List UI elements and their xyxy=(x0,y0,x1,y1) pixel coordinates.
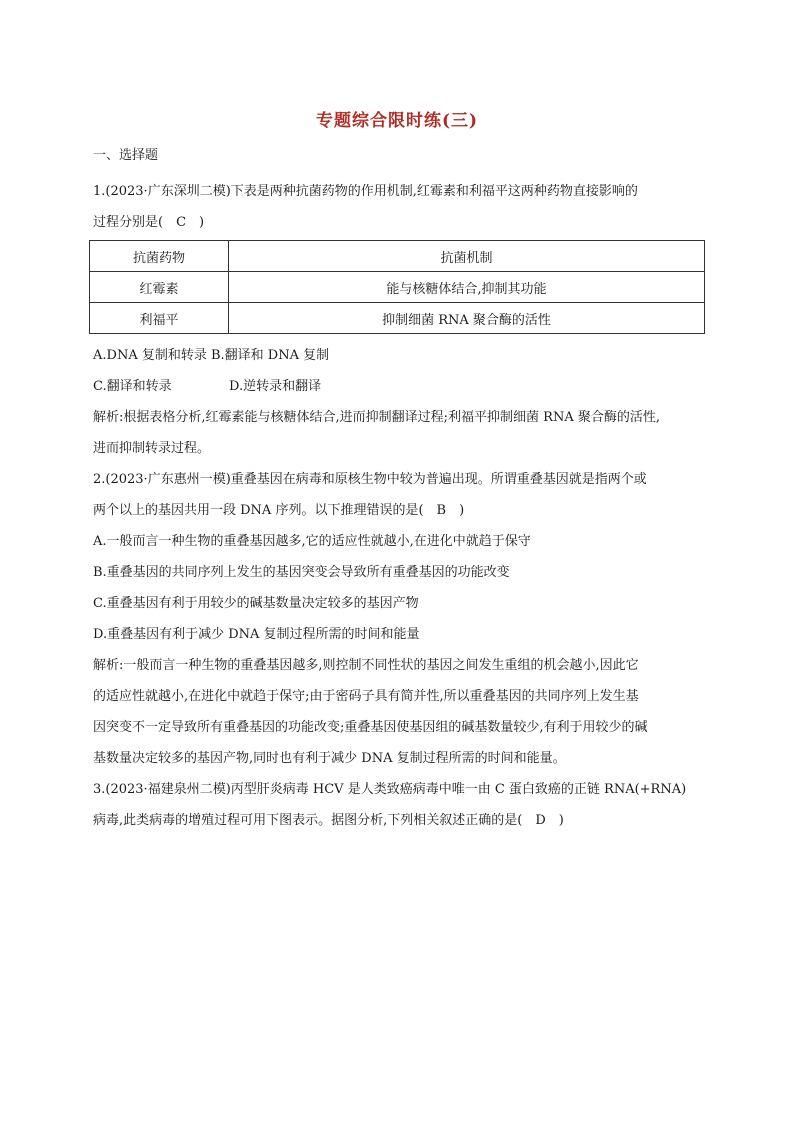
question-1-option-c: C.翻译和转录 xyxy=(93,379,172,394)
table-row xyxy=(90,303,705,334)
table-header-cell: 抗菌药物 xyxy=(90,241,229,272)
question-3-stem-line-2: 病毒,此类病毒的增殖过程可用下图表示。据图分析,下列相关叙述正确的是( D ) xyxy=(93,813,564,828)
question-1-analysis-line-1: 解析:根据表格分析,红霉素能与核糖体结合,进而抑制翻译过程;利福平抑制细菌 RNA 聚合酶的活性, xyxy=(93,410,660,425)
table-header-row xyxy=(90,241,705,272)
question-2-analysis-line-4: 基数量决定较多的基因产物,同时也有利于减少 DNA 复制过程所需的时间和能量。 xyxy=(93,751,566,766)
question-2-analysis-line-2: 的适应性就越小,在进化中就趋于保守;由于密码子具有简并性,所以重叠基因的共同序列上发生基 xyxy=(93,689,639,704)
question-2-option-a: A.一般而言一种生物的重叠基因越多,它的适应性就越小,在进化中就趋于保守 xyxy=(93,534,531,549)
question-2-analysis-line-3: 因突变不一定导致所有重叠基因的功能改变;重叠基因使基因组的碱基数量较少,有利于用较少的碱 xyxy=(93,720,648,735)
table-header-cell: 抗菌机制 xyxy=(229,241,705,272)
question-2-option-d: D.重叠基因有利于减少 DNA 复制过程所需的时间和能量 xyxy=(93,627,420,642)
question-2 xyxy=(93,464,703,774)
table-cell: 利福平 xyxy=(90,303,229,334)
question-2-analysis-line-1: 解析:一般而言一种生物的重叠基因越多,则控制不同性状的基因之间发生重组的机会越小,因此它 xyxy=(93,658,639,673)
question-2-stem-line-1: 2.(2023·广东惠州一模)重叠基因在病毒和原核生物中较为普遍出现。所谓重叠基因就是指两个或 xyxy=(93,472,647,487)
question-2-option-c: C.重叠基因有利于用较少的碱基数量决定较多的基因产物 xyxy=(93,596,419,611)
table-cell: 能与核糖体结合,抑制其功能 xyxy=(229,272,705,303)
content-body xyxy=(93,146,703,836)
question-2-option-b: B.重叠基因的共同序列上发生的基因突变会导致所有重叠基因的功能改变 xyxy=(93,565,510,580)
table-row xyxy=(90,272,705,303)
question-1-stem-line-1: 1.(2023·广东深圳二模)下表是两种抗菌药物的作用机制,红霉素和利福平这两种药物直接影响的 xyxy=(93,184,638,199)
question-1-analysis-line-2: 进而抑制转录过程。 xyxy=(93,441,211,456)
question-1-options-cd xyxy=(93,371,703,402)
question-1-options-ab: A.DNA 复制和转录 B.翻译和 DNA 复制 xyxy=(93,348,330,363)
question-1 xyxy=(93,176,703,464)
question-1-stem-line-2: 过程分别是( C ) xyxy=(93,215,205,230)
question-3 xyxy=(93,774,703,836)
antibiotic-table xyxy=(89,240,705,334)
page-title: 专题综合限时练(三) xyxy=(315,111,479,131)
table-cell: 抑制细菌 RNA 聚合酶的活性 xyxy=(229,303,705,334)
section-heading: 一、选择题 xyxy=(93,148,159,163)
question-3-stem-line-1: 3.(2023·福建泉州二模)丙型肝炎病毒 HCV 是人类致癌病毒中唯一由 C 蛋白致癌的正链 RNA(+RNA) xyxy=(93,782,687,797)
table-cell: 红霉素 xyxy=(90,272,229,303)
question-1-option-d: D.逆转录和翻译 xyxy=(229,379,322,394)
question-2-stem-line-2: 两个以上的基因共用一段 DNA 序列。以下推理错误的是( B ) xyxy=(93,503,465,518)
